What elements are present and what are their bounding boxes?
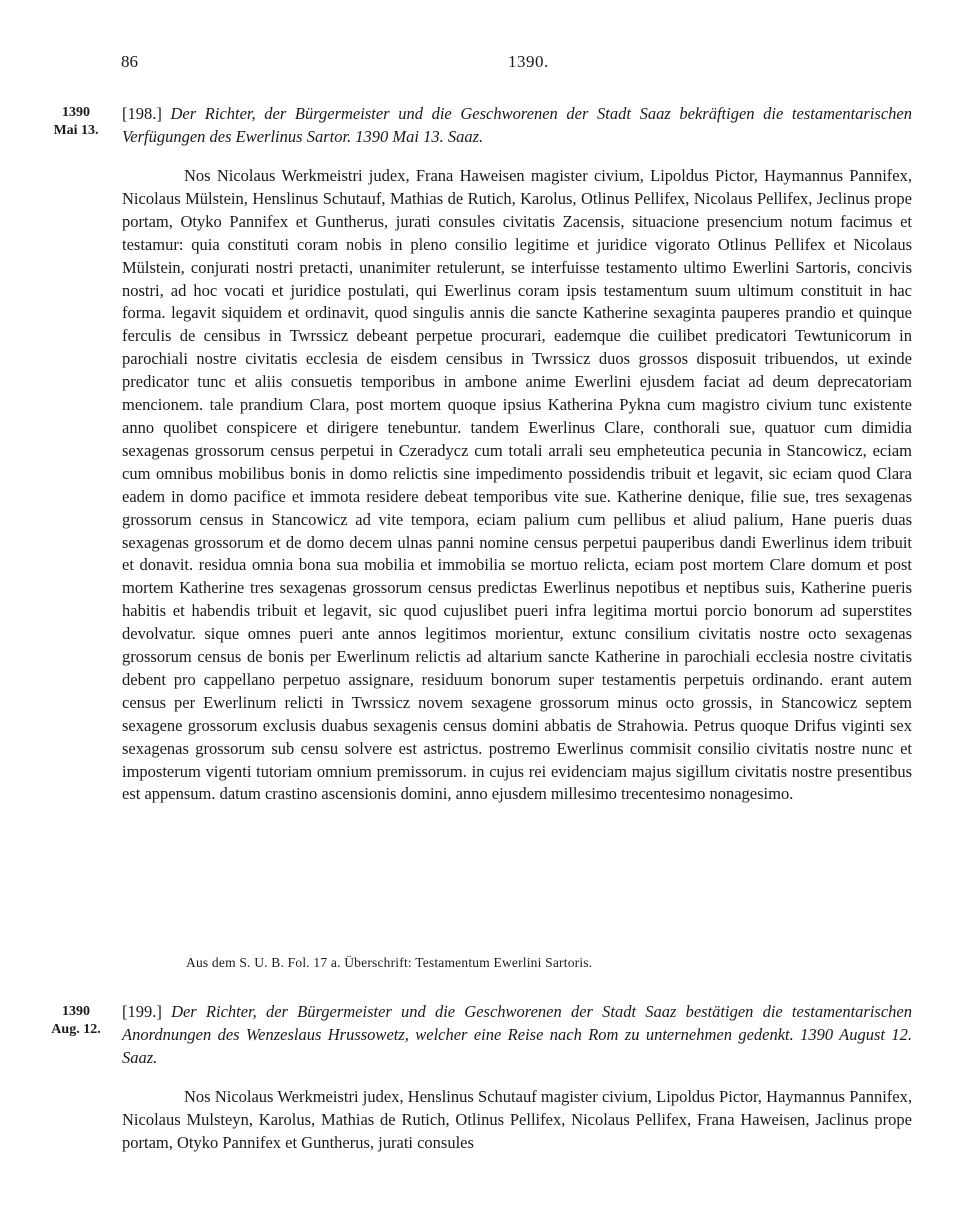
document-body: Nos Nicolaus Werkmeistri judex, Henslinus Schutauf magister civium, Lipoldus Pictor, Haymannus Pannifex, Nicolaus Mulsteyn, Karolus, Mathias de Rutich, Otlinus Pellifex, Nicolaus Pellifex, Frana Haweisen, Jaclinus prope portam, Otyko Pannifex et Guntherus, jurati consules: [122, 1087, 912, 1152]
document-summary: Der Richter, der Bürgermeister und die Geschworenen der Stadt Saaz bestätigen die testamentarischen Anordnungen des Wenzeslaus Hrussowetz, welcher eine Reise nach Rom zu unternehmen gedenkt. 1390 August 12. Saaz.: [122, 1002, 912, 1067]
document-heading-199: [122, 1000, 912, 1069]
running-header-year: 1390.: [508, 52, 549, 71]
document-body: Nos Nicolaus Werkmeistri judex, Frana Haweisen magister civium, Lipoldus Pictor, Haymannus Pannifex, Nicolaus Mülstein, Henslinus Schutauf, Mathias de Rutich, Karolus, Otlinus Pellifex, Nicolaus Pellifex, Jeclinus prope portam, Otyko Pannifex et Guntherus, jurati consules civitatis Zacensis, situacione presencium notum facimus et testamur: quia constituti coram nobis in pleno consilio legitime et juridice vigorato Otlinus Pellifex et Nicolaus Mülstein, conjurati nostri pretacti, unanimiter retulerunt, se interfuisse testamento ultimo Ewerlini Sartoris, concivis nostri, ad hoc vocati et juridice postulati, qui Ewerlinus coram ipsis testamentum suum ultimum constituit in hac forma. legavit siquidem et ordinavit, quod singulis annis die sancte Katherine sexaginta pauperes prandio et quinque ferculis de censibus in Twrssicz debeant perpetue procurari, eademque die cuilibet predicatori Tewtunicorum in parochiali nostre civitatis ecclesia de eisdem censibus in Twrssicz duos grossos disposuit tribuendos, ut exinde predicator tunc et aliis consuetis temporibus in ambone anime Ewerlini ejusdem faciat ad deum deprecatoriam mencionem. tale prandium Clara, post mortem quoque ipsius Katherina Pykna cum magistro civium tunc existente anno quolibet conspicere et dirigere tenebuntur. tandem Ewerlinus Clare, conthorali sue, quatuor cum dimidia sexagenas grossorum census perpetui in Czeradycz cum totali arrali seu empheteutica pecunia in Stancowicz, eciam cum omnibus mobilibus bonis in domo relictis sine impedimento possidendis tribuit et legavit, sic eciam quod Clara eadem in domo pacifice et immota residere debeat temporibus vite sue. Katherine denique, filie sue, tres sexagenas grossorum census in Stancowicz ad vite tempora, eciam palium cum pellibus et aliud palium, Hane pueris duas sexagenas grossorum et de domo decem ulnas panni nomine census perpetui pauperibus dandi Ewerlinus idem tribuit et donavit. residua omnia bona sua mobilia et immobilia se mortuo relicta, eciam post mortem Clare domum et post mortem Katherine tres sexagenas grossorum census predictas Ewerlinus nepotibus et neptibus suis, Katherine pueris habitis et habendis tribuit et legavit, sic quod cujuslibet pueri infra legitima mortui porcio bonorum ad superstites devolvatur. sique omnes pueri ante annos legitimos morientur, extunc consilium civitatis nostre octo sexagenas grossorum census de bonis per Ewerlinum relictis ad altarium sancte Katherine in parochiali ecclesia nostre civitatis debent pro cappellano perpetuo assignare, residuum bonorum super testamentis perpetuis ordinando. erant autem census per Ewerlinum relicti in Twrssicz novem sexagene grossorum minus octo grossis, in Stancowicz septem sexagene grossorum exclusis duabus sexagenis census domini abbatis de Strahowia. Petrus quoque Drifus viginti sex sexagenas grossorum sub censu solvere est astrictus. postremo Ewerlinus commisit consilio civitatis nostre nunc et imposterum vigenti tutoriam omnium premissorum. in cujus rei evidenciam majus sigillum civitatis nostre presentibus est appensum. datum crastino ascensionis domini, anno ejusdem millesimo trecentesimo nonagesimo.: [122, 166, 912, 804]
document-number: [198.]: [122, 104, 162, 123]
source-note-198: Aus dem S. U. B. Fol. 17 a. Überschrift: Testamentum Ewerlini Sartoris.: [186, 955, 593, 970]
margin-year: 1390: [62, 105, 90, 120]
margin-date-198: [38, 104, 114, 140]
document-text-199: [122, 1086, 912, 1155]
document-text-198: [122, 165, 912, 806]
margin-date-199: [38, 1003, 114, 1039]
page-number: 86: [121, 52, 138, 71]
document-summary: Der Richter, der Bürgermeister und die Geschworenen der Stadt Saaz bekräftigen die testamentarischen Verfügungen des Ewerlinus Sartor. 1390 Mai 13. Saaz.: [122, 104, 912, 146]
document-heading-198: [122, 102, 912, 148]
margin-day: Aug. 12.: [51, 1022, 101, 1037]
margin-year: 1390: [62, 1004, 90, 1019]
document-number: [199.]: [122, 1002, 162, 1021]
margin-day: Mai 13.: [53, 123, 99, 138]
